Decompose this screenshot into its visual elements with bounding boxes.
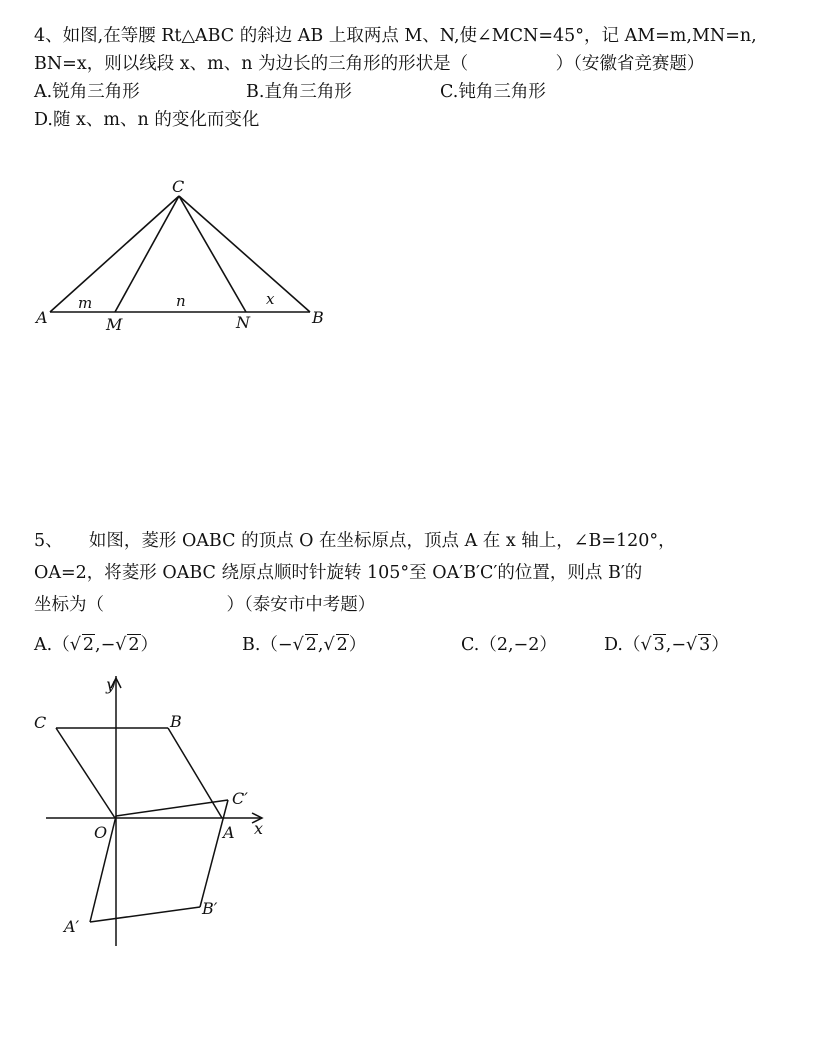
label-n: N [236, 313, 250, 332]
label-a: A [223, 823, 235, 842]
q5-option-b: B.（−√ 2,√ 2） [242, 635, 367, 655]
label-a-prime: A′ [64, 917, 80, 936]
q5-option-c: C.（2,−2） [461, 635, 557, 655]
label-b: B [312, 308, 324, 327]
segment-cn [179, 196, 246, 312]
label-y-axis: y [106, 675, 116, 694]
edge-oc-prime [116, 800, 228, 816]
q4-option-d: D.随 x、m、n 的变化而变化 [34, 110, 260, 130]
label-m: M [106, 315, 123, 334]
q5-option-a: A.（√ 2,−√ 2） [34, 635, 159, 655]
q4-option-a: A.锐角三角形 [34, 82, 140, 102]
segment-n-label: n [176, 292, 186, 310]
q5-line-1: 5、 如图，菱形 OABC 的顶点 O 在坐标原点，顶点 A 在 x 轴上，∠B=120°， [34, 531, 676, 551]
q5-rhombus-figure [30, 672, 280, 952]
q4-option-b: B.直角三角形 [246, 82, 352, 102]
q4-triangle-figure [30, 170, 340, 340]
segment-cm [115, 196, 179, 312]
segment-bc [179, 196, 310, 312]
q5-line-2: OA=2，将菱形 OABC 绕原点顺时针旋转 105°至 OA′B′C′的位置，则点 B′的 [34, 563, 643, 583]
label-c: C [172, 177, 185, 196]
edge-c-prime-b-prime [200, 800, 228, 907]
q4-option-c: C.钝角三角形 [440, 82, 546, 102]
edge-b-prime-a-prime [90, 907, 200, 922]
q4-line-2: BN=x，则以线段 x、m、n 为边长的三角形的形状是（ ）（安徽省竞赛题） [34, 54, 705, 74]
q4-line-1: 4、如图,在等腰 Rt△ABC 的斜边 AB 上取两点 M、N,使∠MCN=45°，记 AM=m,MN=n, [34, 26, 757, 46]
label-b: B [170, 712, 182, 731]
label-c-prime: C′ [232, 789, 248, 808]
q5-option-d: D.（√ 3,−√ 3） [604, 635, 729, 655]
edge-co [56, 728, 115, 818]
label-a: A [36, 308, 48, 327]
label-b-prime: B′ [202, 899, 218, 918]
segment-x-label: x [266, 290, 275, 308]
segment-ac [50, 196, 179, 312]
label-x-axis: x [254, 819, 264, 838]
label-o: O [94, 823, 108, 842]
label-c: C [34, 713, 47, 732]
segment-m-label: m [78, 294, 93, 312]
q5-line-3: 坐标为（ ）（泰安市中考题） [34, 595, 376, 615]
